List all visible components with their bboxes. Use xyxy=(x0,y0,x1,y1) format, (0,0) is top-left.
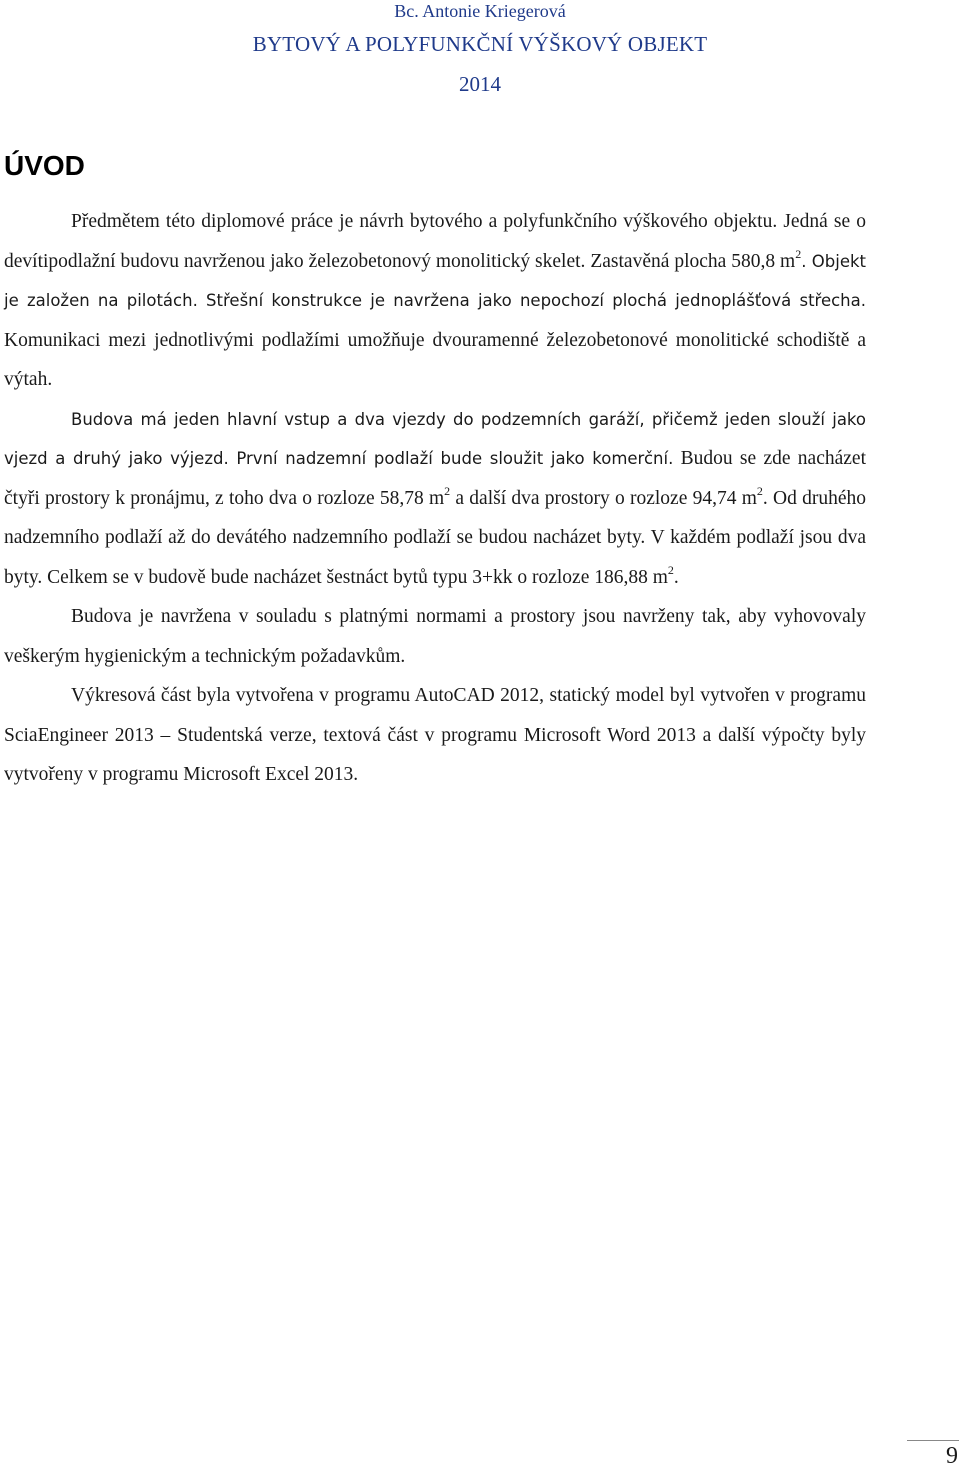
paragraph-1-text-b: . Objekt je založen na pilotách. Střešní konstrukce je navržena jako nepochozí plochá jednoplášťová střecha. xyxy=(4,251,866,310)
paragraph-2-text-e: . xyxy=(673,566,679,588)
paragraph-2-text-a: Budova má jeden hlavní vstup a dva vjezdy do podzemních garáží, přičemž jeden slouží jako vjezd a druhý jako výjezd. První nadzemní podlaží bude sloužit jako komerční. xyxy=(4,409,866,468)
paragraph-3: Budova je navržena v souladu s platnými normami a prostory jsou navrženy tak, aby vyhovovaly veškerým hygienickým a technickým požadavkům. xyxy=(4,606,866,667)
superscript: 2 xyxy=(756,483,763,498)
paragraph-4: Výkresová část byla vytvořena v programu AutoCAD 2012, statický model byl vytvořen v programu SciaEngineer 2013 – Studentská verze, textová část v programu Microsoft Word 2013 a další výpočty byly vytvořeny v programu Microsoft Excel 2013. xyxy=(4,685,866,785)
paragraph-1-text-a: Předmětem této diplomové práce je návrh bytového a polyfunkčního výškového objektu. Jedná se o devítipodlažní budovu navrženou jako železobetonový monolitický skelet. Zastavěná plocha 580,8 m xyxy=(4,211,866,272)
paragraph-1-text-c: Komunikaci mezi jednotlivými podlažími umožňuje dvouramenné železobetonové monolitické schodiště a výtah. xyxy=(4,329,866,390)
paragraph-2-text-d: . Od druhého nadzemního podlaží až do devátého nadzemního podlaží se budou nacházet byty. V každém podlaží jsou dva byty. Celkem se v budově bude nacházet šestnáct bytů typu 3+kk o rozloze 186,88 m xyxy=(4,487,866,588)
superscript: 2 xyxy=(795,246,802,261)
superscript: 2 xyxy=(667,562,674,577)
header-author: Bc. Antonie Kriegerová xyxy=(394,1,566,21)
page-number: 9 xyxy=(946,1443,958,1469)
body-text xyxy=(4,202,866,795)
paragraph-1 xyxy=(4,202,866,400)
header-title: BYTOVÝ A POLYFUNKČNÍ VÝŠKOVÝ OBJEKT xyxy=(252,32,708,56)
paragraph-2-text-b: Budou se zde nacházet čtyři prostory k pronájmu, z toho dva o rozloze 58,78 m xyxy=(4,448,866,509)
superscript: 2 xyxy=(444,483,451,498)
header-year: 2014 xyxy=(459,72,501,96)
paragraph-2 xyxy=(4,400,866,598)
paragraph-2-text-c: a další dva prostory o rozloze 94,74 m xyxy=(450,487,757,509)
section-title: ÚVOD xyxy=(4,150,85,181)
